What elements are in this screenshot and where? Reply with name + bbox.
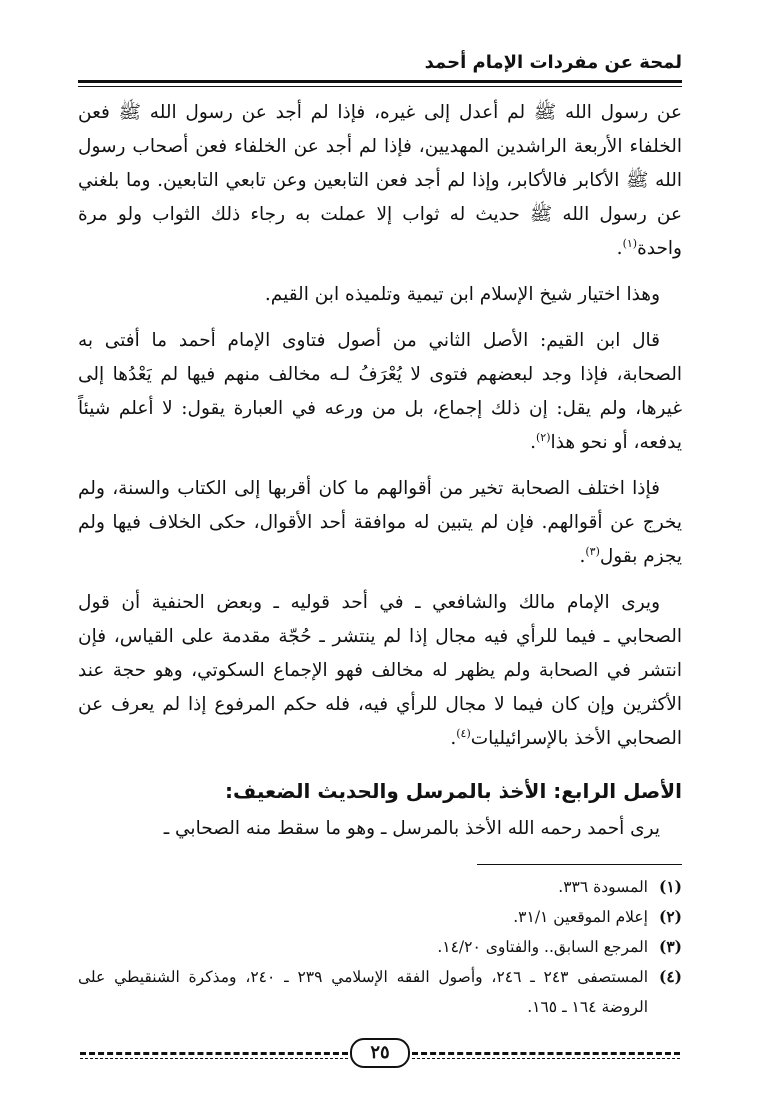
footnote-ref-3: (٣) (585, 544, 600, 558)
header-rule-thin (78, 86, 682, 87)
footnote-rule (477, 864, 682, 865)
footnote-item (78, 902, 682, 932)
footnote-ref-1: (١) (622, 236, 638, 250)
section-heading: الأصل الرابع: الأخذ بالمرسل والحديث الضعيف: (225, 779, 682, 803)
footnote-ref-2: (٢) (535, 430, 551, 444)
footnote-item (78, 872, 682, 902)
footnote-number: (١) (658, 877, 682, 896)
footnote-number: (٢) (658, 907, 682, 926)
paragraph-4: فإذا اختلف الصحابة تخير من أقوالهم ما كان أقربها إلى الكتاب والسنة، ولم يخرج عن أقوالهم. فإن لم يتبين له موافقة أحد الأقوال، حكى الخلاف فيها ولم يجزم بقول$^{(٣)}$. (78, 478, 682, 567)
footnote-ref-4: (٤) (456, 726, 471, 740)
header-rule (78, 80, 682, 83)
footnote-text: المستصفى ٢٤٣ ـ ٢٤٦، وأصول الفقه الإسلامي ٢٣٩ ـ ٢٤٠، ومذكرة الشنقيطي على الروضة ١٦٤ ـ ١٦٥. (78, 968, 648, 1016)
footer-ornament-right (412, 1052, 680, 1055)
running-header: لمحة عن مفردات الإمام أحمد (424, 52, 682, 73)
paragraph-5: ويرى الإمام مالك والشافعي ـ في أحد قوليه ـ وبعض الحنفية أن قول الصحابي ـ فيما للرأي فيه مجال إذا لم ينتشر ـ حُجّة مقدمة على القياس، فإن انتشر في الصحابة ولم يظهر له مخالف فهو الإجماع السكوتي، وهو حجة عند الأكثرين وإن كان فيما لا مجال للرأي فيه، فله حكم المرفوع إذا لم يعرف عن الصحابي الأخذ بالإسرائيليات$^{(٤)}$. (78, 592, 682, 749)
paragraph-6: يرى أحمد رحمه الله الأخذ بالمرسل ـ وهو ما سقط منه الصحابي ـ (163, 818, 660, 839)
footnote-text: المرجع السابق.. والفتاوى ١٤/٢٠. (437, 938, 648, 956)
paragraph-3: قال ابن القيم: الأصل الثاني من أصول فتاوى الإمام أحمد ما أفتى به الصحابة، فإذا وجد لبعضهم فتوى لا يُعْرَفُ لـه مخالف منهم فيها لم يَعْدُها إلى غيرها، ولم يقل: إن ذلك إجماع، بل من ورعه في العبارة يقول: لا أعلم شيئاً يدفعه، أو نحو هذا$^{(٢)}$. (78, 330, 682, 453)
footer-ornament-left-thin (80, 1058, 348, 1059)
footnote-number: (٣) (658, 937, 682, 956)
footnote-item (78, 932, 682, 962)
page-footer (80, 1038, 680, 1068)
footnote-item (78, 962, 682, 1022)
footnotes (78, 872, 682, 1022)
footer-ornament-left (80, 1052, 348, 1055)
footnote-text: المسودة ٣٣٦. (558, 878, 648, 896)
paragraph-1: عن رسول الله ﷺ لم أعدل إلى غيره، فإذا لم أجد عن رسول الله ﷺ فعن الخلفاء الأربعة الراشدين المهديين، فإذا لم أجد عن الخلفاء فعن أصحاب رسول الله ﷺ الأكابر فالأكابر، وإذا لم أجد فعن التابعين وعن تابعي التابعين. وما بلغني عن رسول الله ﷺ حديث له ثواب إلا عملت به رجاء ذلك الثواب ولو مرة واحدة$^{(١)}$. (78, 102, 683, 259)
footnote-number: (٤) (658, 967, 682, 986)
footer-ornament-right-thin (412, 1058, 680, 1059)
paragraph-2: وهذا اختيار شيخ الإسلام ابن تيمية وتلميذه ابن القيم. (264, 284, 660, 305)
footnote-text: إعلام الموقعين ٣١/١. (513, 908, 648, 926)
main-text (78, 96, 682, 858)
page-number: ٢٥ (350, 1038, 410, 1068)
